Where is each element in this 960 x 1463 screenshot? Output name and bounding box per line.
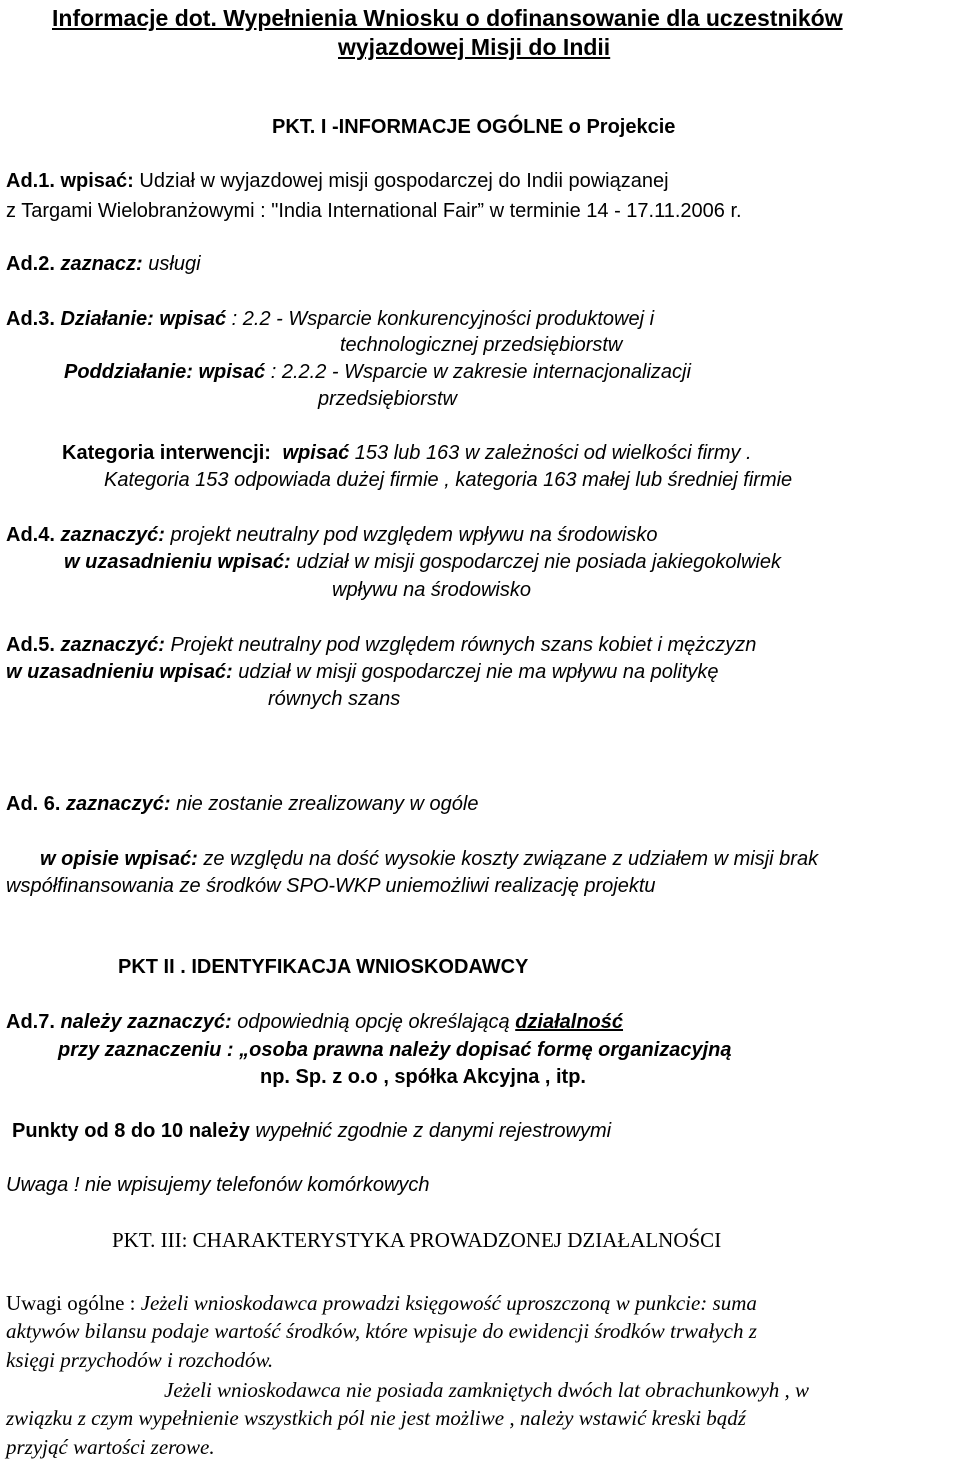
- ad4-line-1: [6, 523, 657, 547]
- ad5-justification-text: udział w misji gospodarczej nie ma wpływu na politykę: [238, 661, 719, 683]
- ad5-line-1: [6, 633, 756, 657]
- ad6-description-text-2: współfinansowania ze środków SPO-WKP uniemożliwi realizację projektu: [6, 875, 656, 897]
- section-pkt3-heading: PKT. III: CHARAKTERYSTYKA PROWADZONEJ DZIAŁALNOŚCI: [112, 1228, 722, 1252]
- ad4-justification-text-2: wpływu na środowisko: [332, 579, 531, 601]
- ad3-kategoria-line: [62, 441, 752, 465]
- punkty-bold: Punkty od 8 do 10 należy: [12, 1120, 250, 1142]
- ad3-line-1: [6, 307, 654, 331]
- ad4-label: Ad.4.: [6, 524, 55, 546]
- ad5-label: Ad.5.: [6, 634, 55, 656]
- section-pkt2-heading: PKT II . IDENTYFIKACJA WNIOSKODAWCY: [118, 956, 529, 978]
- ad2-line: [6, 252, 201, 276]
- ad7-line-2: przy zaznaczeniu : „osoba prawna należy dopisać formę organizacyjną: [58, 1039, 732, 1061]
- ad3-label: Ad.3.: [6, 308, 55, 330]
- pkt3-p2-line-1: Jeżeli wnioskodawca nie posiada zamkniętych dwóch lat obrachunkowyh , w: [164, 1378, 810, 1402]
- pkt3-p1-line-2: aktywów bilansu podaje wartość środków, które wpisuje do ewidencji środków trwałych z: [6, 1319, 757, 1343]
- ad5-text: Projekt neutralny pod względem równych szans kobiet i mężczyzn: [170, 634, 757, 656]
- ad3-poddzialanie-line: [64, 360, 691, 384]
- ad7-instruction: należy zaznaczyć:: [60, 1011, 232, 1033]
- uwaga-note: Uwaga ! nie wpisujemy telefonów komórkowych: [6, 1174, 430, 1196]
- ad6-line-1: [6, 792, 478, 816]
- pkt3-p1-text-1: Jeżeli wnioskodawca prowadzi księgowość uproszczoną w punkcie: suma: [140, 1291, 757, 1315]
- ad1-line-1: [6, 169, 669, 193]
- ad3-dzialanie-value: : 2.2 - Wsparcie konkurencyjności produktowej i: [231, 308, 655, 330]
- ad3-kategoria-note: Kategoria 153 odpowiada dużej firmie , kategoria 163 małej lub średniej firmie: [104, 469, 793, 491]
- punkty-note: [12, 1119, 611, 1143]
- ad3-poddzialanie-label: Poddziałanie: wpisać: [64, 361, 266, 383]
- ad7-text: odpowiednią opcję określającą: [237, 1011, 510, 1033]
- ad4-justification-line: [64, 550, 781, 574]
- ad1-text-2: z Targami Wielobranżowymi : "India International Fair” w terminie 14 - 17.11.2006 r.: [6, 200, 742, 222]
- ad4-instruction: zaznaczyć:: [60, 524, 165, 546]
- ad5-justification-text-2: równych szans: [268, 688, 401, 710]
- ad2-label: Ad.2.: [6, 253, 55, 275]
- ad5-justification-label: w uzasadnieniu wpisać:: [6, 661, 233, 683]
- ad3-dzialanie-value-2: technologicznej przedsiębiorstw: [340, 334, 623, 356]
- ad3-kategoria-label: Kategoria interwencji:: [62, 442, 271, 464]
- pkt3-p1-line-1: [6, 1291, 757, 1315]
- ad6-description-label: w opisie wpisać:: [40, 848, 198, 870]
- ad5-justification-line: [6, 660, 719, 684]
- ad6-text: nie zostanie zrealizowany w ogóle: [176, 793, 479, 815]
- ad3-poddzialanie-value: : 2.2.2 - Wsparcie w zakresie internacjonalizacji: [270, 361, 691, 383]
- ad6-description-line: [40, 847, 818, 871]
- ad7-line-3: np. Sp. z o.o , spółka Akcyjna , itp.: [260, 1066, 586, 1088]
- pkt3-p2-line-2: związku z czym wypełnienie wszystkich pól nie jest możliwe , należy wstawić kreski bądź: [6, 1406, 746, 1430]
- pkt3-p2-line-3: przyjąć wartości zerowe.: [6, 1435, 215, 1459]
- ad6-label: Ad. 6.: [6, 793, 61, 815]
- section-pkt1-heading: PKT. I -INFORMACJE OGÓLNE o Projekcie: [272, 116, 676, 138]
- pkt3-p1-line-3: księgi przychodów i rozchodów.: [6, 1348, 274, 1372]
- ad6-description-text: ze względu na dość wysokie koszty związane z udziałem w misji brak: [203, 848, 819, 870]
- document-title-line-1: Informacje dot. Wypełnienia Wniosku o dofinansowanie dla uczestników: [52, 5, 843, 31]
- ad3-kategoria-wpisac: wpisać: [282, 442, 350, 464]
- ad1-text-1: Udział w wyjazdowej misji gospodarczej do Indii powiązanej: [139, 170, 669, 192]
- pkt3-intro: Uwagi ogólne :: [6, 1291, 136, 1315]
- ad7-label: Ad.7.: [6, 1011, 55, 1033]
- punkty-text: wypełnić zgodnie z danymi rejestrowymi: [255, 1120, 612, 1142]
- ad4-justification-label: w uzasadnieniu wpisać:: [64, 551, 291, 573]
- ad7-line-1: [6, 1010, 623, 1034]
- ad2-instruction: zaznacz:: [60, 253, 143, 275]
- ad1-label: Ad.1. wpisać:: [6, 170, 134, 192]
- ad3-poddzialanie-value-2: przedsiębiorstw: [318, 388, 457, 410]
- ad5-instruction: zaznaczyć:: [60, 634, 165, 656]
- ad7-text-bold: działalność: [515, 1011, 624, 1033]
- ad3-dzialanie-label: Działanie: wpisać: [60, 308, 227, 330]
- document-title-line-2: wyjazdowej Misji do Indii: [338, 34, 611, 60]
- ad6-instruction: zaznaczyć:: [66, 793, 171, 815]
- ad2-value: usługi: [148, 253, 201, 275]
- ad4-justification-text: udział w misji gospodarczej nie posiada jakiegokolwiek: [296, 551, 781, 573]
- ad4-text: projekt neutralny pod względem wpływu na środowisko: [170, 524, 658, 546]
- ad3-kategoria-value: 153 lub 163 w zależności od wielkości firmy .: [354, 442, 752, 464]
